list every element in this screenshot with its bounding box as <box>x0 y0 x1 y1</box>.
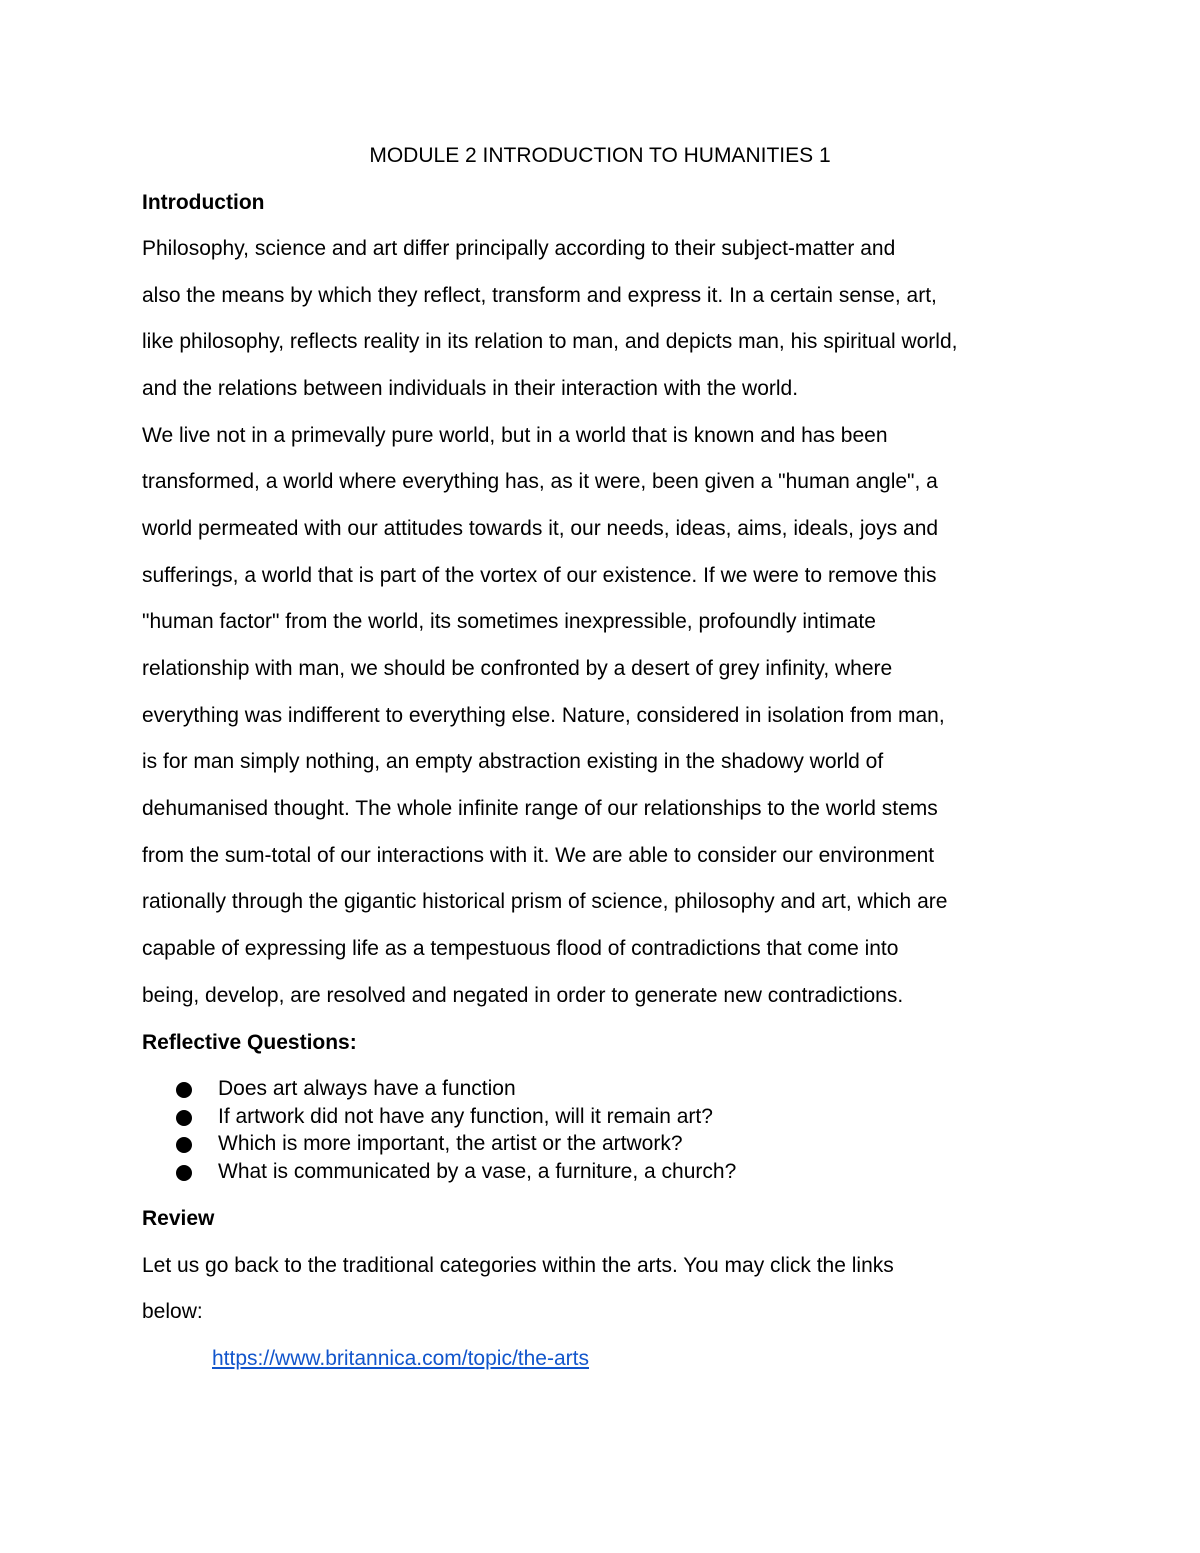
introduction-line: transformed, a world where everything has, as it were, been given a "human angle", a <box>142 470 938 493</box>
introduction-line: from the sum-total of our interactions with it. We are able to consider our environment <box>142 844 935 867</box>
introduction-line: rationally through the gigantic historical prism of science, philosophy and art, which are <box>142 890 948 913</box>
introduction-line: dehumanised thought. The whole infinite range of our relationships to the world stems <box>142 797 938 820</box>
introduction-heading: Introduction <box>142 191 265 214</box>
question-text: What is communicated by a vase, a furniture, a church? <box>218 1159 737 1183</box>
introduction-line: also the means by which they reflect, transform and express it. In a certain sense, art, <box>142 284 937 307</box>
question-text: If artwork did not have any function, will it remain art? <box>218 1104 713 1128</box>
introduction-line: being, develop, are resolved and negated in order to generate new contradictions. <box>142 984 904 1007</box>
review-heading: Review <box>142 1207 215 1230</box>
bullet-icon <box>176 1110 192 1126</box>
reflective-questions-heading: Reflective Questions: <box>142 1031 357 1054</box>
introduction-line: Philosophy, science and art differ principally according to their subject-matter and <box>142 237 896 260</box>
review-line: below: <box>142 1300 203 1323</box>
introduction-line: world permeated with our attitudes towards it, our needs, ideas, aims, ideals, joys and <box>142 517 939 540</box>
introduction-line: like philosophy, reflects reality in its relation to man, and depicts man, his spiritual world, <box>142 330 958 353</box>
bullet-icon <box>176 1082 192 1098</box>
introduction-line: and the relations between individuals in their interaction with the world. <box>142 377 799 400</box>
britannica-link[interactable]: https://www.britannica.com/topic/the-arts <box>212 1347 589 1370</box>
bullet-icon <box>176 1165 192 1181</box>
introduction-line: "human factor" from the world, its sometimes inexpressible, profoundly intimate <box>142 610 876 633</box>
introduction-line: capable of expressing life as a tempestuous flood of contradictions that come into <box>142 937 899 960</box>
introduction-line: sufferings, a world that is part of the vortex of our existence. If we were to remove this <box>142 564 937 587</box>
question-text: Which is more important, the artist or the artwork? <box>218 1132 683 1155</box>
review-line: Let us go back to the traditional categories within the arts. You may click the links <box>142 1254 894 1277</box>
introduction-line: We live not in a primevally pure world, but in a world that is known and has been <box>142 424 888 447</box>
introduction-line: is for man simply nothing, an empty abstraction existing in the shadowy world of <box>142 750 884 773</box>
question-text: Does art always have a function <box>218 1077 516 1100</box>
introduction-line: everything was indifferent to everything else. Nature, considered in isolation from man, <box>142 704 945 727</box>
introduction-line: relationship with man, we should be confronted by a desert of grey infinity, where <box>142 657 893 680</box>
document-title: MODULE 2 INTRODUCTION TO HUMANITIES 1 <box>369 144 831 167</box>
bullet-icon <box>176 1137 192 1153</box>
